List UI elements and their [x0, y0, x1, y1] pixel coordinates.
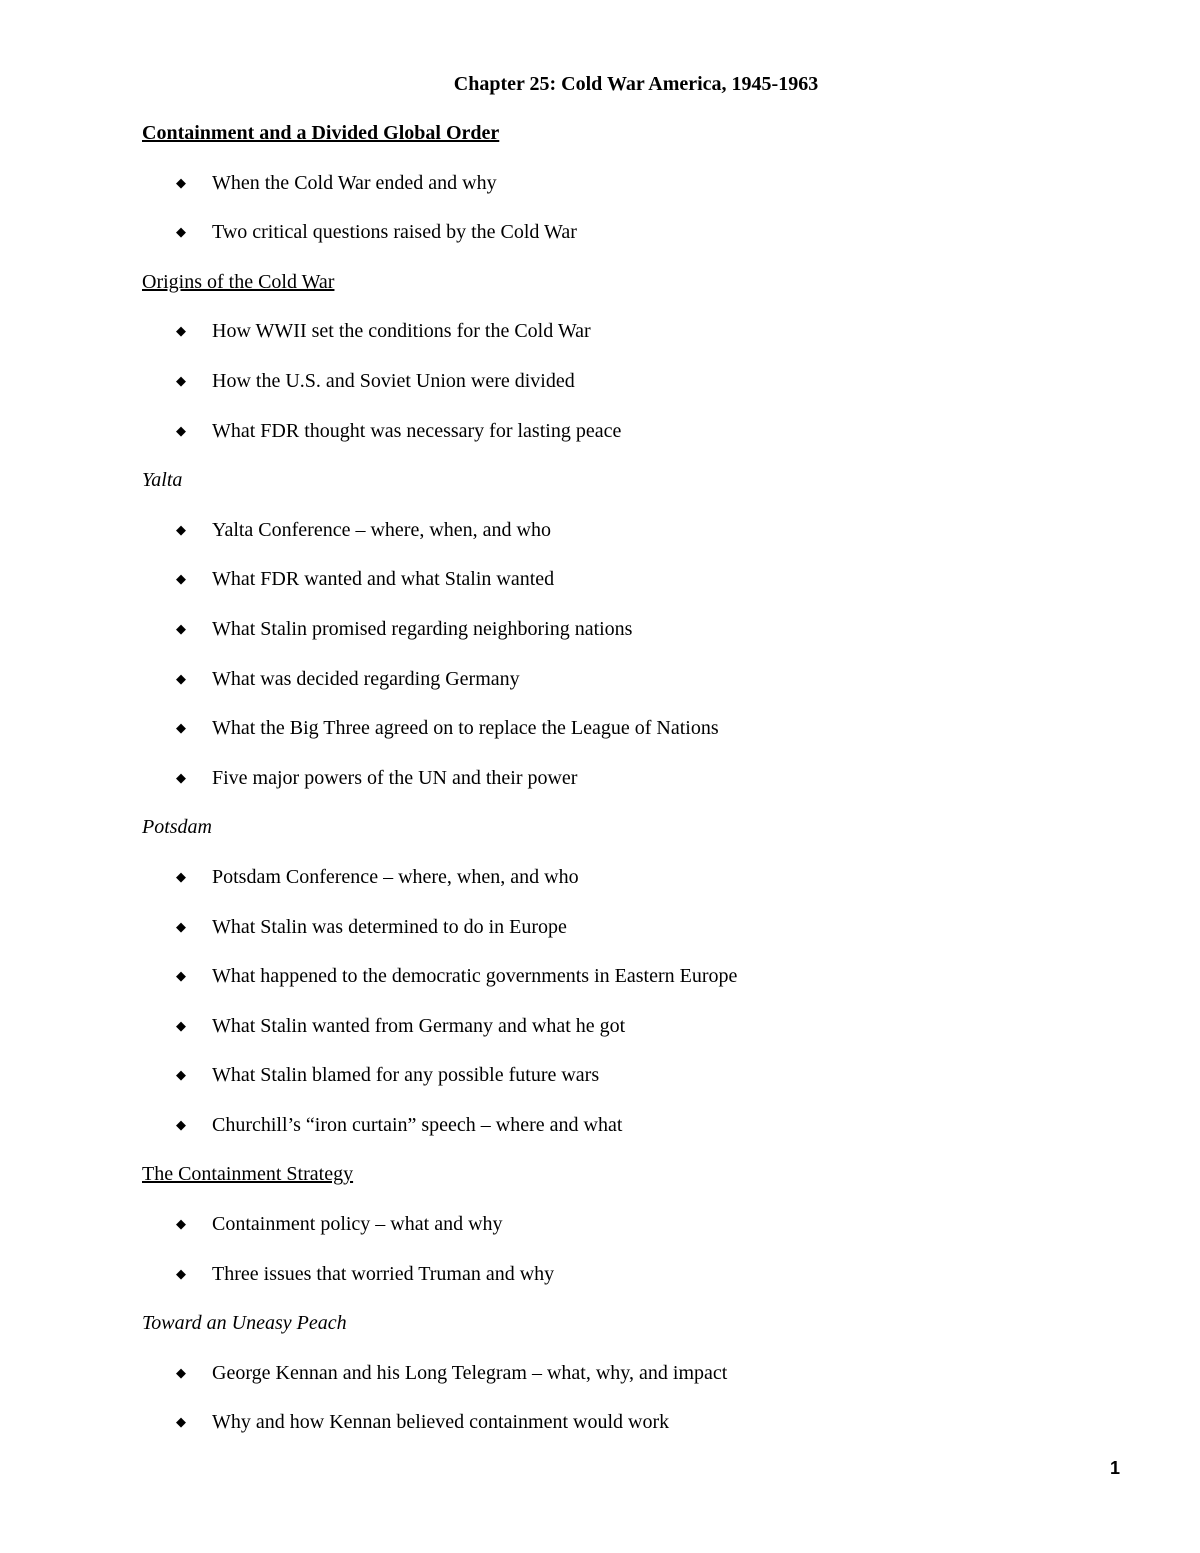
bullet-item — [142, 665, 1142, 715]
bullet-text: What happened to the democratic governments in Eastern Europe — [212, 965, 738, 988]
page-number: 1 — [1110, 1458, 1121, 1478]
diamond-bullet-icon: ◆ — [176, 1414, 186, 1430]
diamond-bullet-icon: ◆ — [176, 620, 186, 636]
bullet-text: Two critical questions raised by the Cold War — [212, 221, 577, 244]
bullet-text: Why and how Kennan believed containment would work — [212, 1411, 670, 1434]
bullet-item — [142, 417, 1142, 467]
bullet-text: How the U.S. and Soviet Union were divided — [212, 369, 575, 392]
bullet-item — [142, 317, 1142, 367]
bullet-item — [142, 169, 1142, 219]
bullet-text: What Stalin promised regarding neighboring nations — [212, 617, 633, 640]
diamond-bullet-icon: ◆ — [176, 323, 186, 339]
subsection-heading: Toward an Uneasy Peach — [142, 1312, 347, 1335]
diamond-bullet-icon: ◆ — [176, 918, 186, 934]
bullet-item — [142, 1012, 1142, 1062]
bullet-text: George Kennan and his Long Telegram – what, why, and impact — [212, 1361, 728, 1384]
diamond-bullet-icon: ◆ — [176, 521, 186, 537]
bullet-item — [142, 913, 1142, 963]
bullet-list — [142, 169, 1142, 268]
subsection-heading: Potsdam — [142, 816, 212, 839]
diamond-bullet-icon: ◆ — [176, 968, 186, 984]
diamond-bullet-icon: ◆ — [176, 1116, 186, 1132]
main-heading: Containment and a Divided Global Order — [142, 122, 500, 144]
diamond-bullet-icon: ◆ — [176, 1216, 186, 1232]
bullet-item — [142, 764, 1142, 814]
bullet-list — [142, 516, 1142, 814]
bullet-text: What FDR wanted and what Stalin wanted — [212, 568, 555, 591]
diamond-bullet-icon: ◆ — [176, 1067, 186, 1083]
bullet-text: Five major powers of the UN and their power — [212, 766, 578, 789]
bullet-item — [142, 565, 1142, 615]
diamond-bullet-icon: ◆ — [176, 769, 186, 785]
section-heading: Origins of the Cold War — [142, 270, 335, 293]
bullet-item — [142, 1260, 1142, 1310]
bullet-list — [142, 863, 1142, 1161]
diamond-bullet-icon: ◆ — [176, 372, 186, 388]
bullet-list — [142, 1210, 1142, 1309]
bullet-list — [142, 1359, 1142, 1458]
bullet-text: Yalta Conference – where, when, and who — [212, 518, 551, 541]
bullet-item — [142, 615, 1142, 665]
bullet-text: What Stalin was determined to do in Europe — [212, 915, 567, 938]
bullet-item — [142, 962, 1142, 1012]
diamond-bullet-icon: ◆ — [176, 670, 186, 686]
bullet-item — [142, 1408, 1142, 1458]
bullet-text: What FDR thought was necessary for lasting peace — [212, 419, 622, 442]
outline-content — [142, 119, 1142, 1458]
subsection-heading: Yalta — [142, 469, 183, 492]
section-heading: The Containment Strategy — [142, 1163, 354, 1186]
bullet-item — [142, 1359, 1142, 1409]
diamond-bullet-icon: ◆ — [176, 1265, 186, 1281]
bullet-text: Three issues that worried Truman and why — [212, 1262, 555, 1285]
bullet-item — [142, 367, 1142, 417]
bullet-text: What Stalin wanted from Germany and what he got — [212, 1014, 626, 1037]
diamond-bullet-icon: ◆ — [176, 422, 186, 438]
bullet-item — [142, 1111, 1142, 1161]
bullet-text: When the Cold War ended and why — [212, 171, 497, 194]
diamond-bullet-icon: ◆ — [176, 174, 186, 190]
bullet-item — [142, 714, 1142, 764]
bullet-text: Churchill’s “iron curtain” speech – where and what — [212, 1113, 623, 1136]
bullet-text: What was decided regarding Germany — [212, 667, 520, 690]
page-title: Chapter 25: Cold War America, 1945-1963 — [453, 73, 819, 95]
diamond-bullet-icon: ◆ — [176, 571, 186, 587]
diamond-bullet-icon: ◆ — [176, 720, 186, 736]
bullet-item — [142, 863, 1142, 913]
diamond-bullet-icon: ◆ — [176, 1364, 186, 1380]
bullet-item — [142, 1210, 1142, 1260]
diamond-bullet-icon: ◆ — [176, 224, 186, 240]
bullet-list — [142, 317, 1142, 466]
bullet-text: Containment policy – what and why — [212, 1213, 503, 1236]
bullet-text: Potsdam Conference – where, when, and who — [212, 865, 579, 888]
diamond-bullet-icon: ◆ — [176, 868, 186, 884]
bullet-item — [142, 516, 1142, 566]
bullet-item — [142, 1061, 1142, 1111]
bullet-text: What Stalin blamed for any possible future wars — [212, 1064, 600, 1087]
diamond-bullet-icon: ◆ — [176, 1017, 186, 1033]
bullet-text: What the Big Three agreed on to replace the League of Nations — [212, 717, 719, 740]
bullet-text: How WWII set the conditions for the Cold War — [212, 320, 591, 343]
bullet-item — [142, 218, 1142, 268]
